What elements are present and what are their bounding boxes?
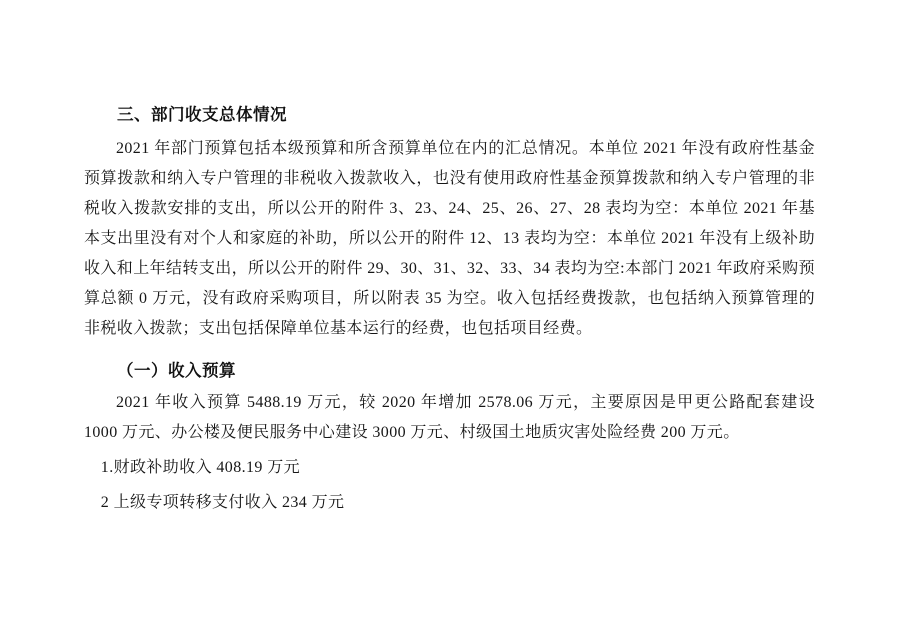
- list-item-special-transfer-income: 2 上级专项转移支付收入 234 万元: [100, 494, 345, 511]
- paragraph-income-budget: 2021 年收入预算 5488.19 万元，较 2020 年增加 2578.06 万元，主要原因是甲更公路配套建设 1000 万元、办公楼及便民服务中心建设 3000 万元、村级国土地质灾害处险经费 200 万元。: [84, 394, 815, 441]
- subsection-heading-income-budget: （一）收入预算: [117, 362, 236, 380]
- list-item-fiscal-subsidy-income: 1.财政补助收入 408.19 万元: [100, 459, 300, 476]
- paragraph-budget-overview: 2021 年部门预算包括本级预算和所含预算单位在内的汇总情况。本单位 2021 年没有政府性基金预算拨款和纳入专户管理的非税收入拨款收入，也没有使用政府性基金预算拨款和纳入专户管理的非税收入拨款安排的支出，所以公开的附件 3、23、24、25、26、27、28 表均为空：本单位 2021 年基本支出里没有对个人和家庭的补助，所以公开的附件 12、13 表均为空：本单位 2021 年没有上级补助收入和上年结转支出，所以公开的附件 29、30、31、32、33、34 表均为空:本部门 2021 年政府采购预算总额 0 万元，没有政府采购项目，所以附表 35 为空。收入包括经费拨款，也包括纳入预算管理的非税收入拨款；支出包括保障单位基本运行的经费，也包括项目经费。: [84, 140, 815, 337]
- section-heading-budget-overview: 三、部门收支总体情况: [117, 106, 287, 124]
